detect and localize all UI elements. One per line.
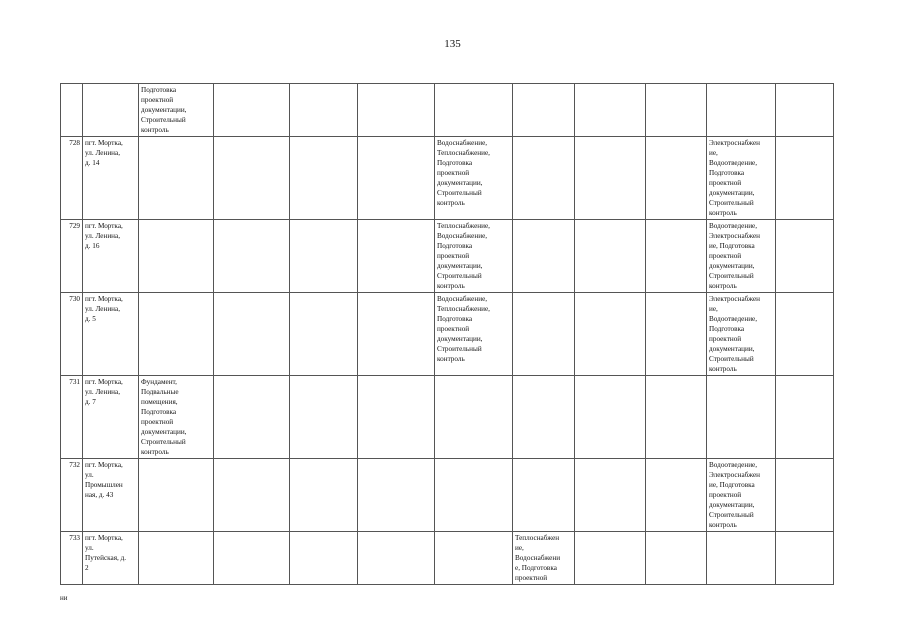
empty-cell bbox=[214, 84, 290, 137]
repair-works-table bbox=[60, 83, 834, 585]
empty-cell bbox=[214, 293, 290, 376]
empty-cell bbox=[776, 84, 834, 137]
empty-cell bbox=[776, 376, 834, 459]
table-row bbox=[61, 137, 834, 220]
address-cell: пгт. Мортка, ул. Ленина, д. 14 bbox=[83, 137, 139, 220]
page-number: 135 bbox=[444, 38, 461, 50]
row-number: 731 bbox=[61, 376, 83, 459]
work-cell: Водоотведение, Электроснабжен ие, Подготовка проектной документации, Строительный контроль bbox=[707, 220, 776, 293]
work-cell bbox=[139, 220, 214, 293]
empty-cell bbox=[358, 84, 435, 137]
work-cell bbox=[435, 376, 513, 459]
empty-cell bbox=[290, 137, 358, 220]
work-cell: Теплоснабжен ие, Водоснабжени е, Подготовка проектной bbox=[513, 532, 575, 585]
empty-cell bbox=[776, 293, 834, 376]
work-cell: Теплоснабжение, Водоснабжение, Подготовка проектной документации, Строительный контроль bbox=[435, 220, 513, 293]
address-cell: пгт. Мортка, ул. Путейская, д. 2 bbox=[83, 532, 139, 585]
row-number: 728 bbox=[61, 137, 83, 220]
empty-cell bbox=[646, 220, 707, 293]
empty-cell bbox=[358, 532, 435, 585]
row-number: 733 bbox=[61, 532, 83, 585]
work-cell bbox=[435, 84, 513, 137]
table-row bbox=[61, 84, 834, 137]
empty-cell bbox=[290, 532, 358, 585]
empty-cell bbox=[646, 137, 707, 220]
row-number bbox=[61, 84, 83, 137]
empty-cell bbox=[358, 459, 435, 532]
work-cell bbox=[139, 293, 214, 376]
empty-cell bbox=[358, 293, 435, 376]
work-cell bbox=[139, 459, 214, 532]
empty-cell bbox=[646, 376, 707, 459]
empty-cell bbox=[776, 220, 834, 293]
empty-cell bbox=[575, 293, 646, 376]
empty-cell bbox=[214, 376, 290, 459]
empty-cell bbox=[290, 293, 358, 376]
address-cell: пгт. Мортка, ул. Ленина, д. 7 bbox=[83, 376, 139, 459]
work-cell: Фундамент, Подвальные помещения, Подготовка проектной документации, Строительный контроль bbox=[139, 376, 214, 459]
empty-cell bbox=[214, 459, 290, 532]
address-cell bbox=[83, 84, 139, 137]
empty-cell bbox=[358, 220, 435, 293]
empty-cell bbox=[646, 459, 707, 532]
empty-cell bbox=[646, 84, 707, 137]
empty-cell bbox=[214, 532, 290, 585]
empty-cell bbox=[646, 293, 707, 376]
work-cell: Электроснабжен ие, Водоотведение, Подготовка проектной документации, Строительный контроль bbox=[707, 137, 776, 220]
empty-cell bbox=[575, 84, 646, 137]
table-row bbox=[61, 293, 834, 376]
empty-cell bbox=[776, 532, 834, 585]
empty-cell bbox=[575, 532, 646, 585]
empty-cell bbox=[646, 532, 707, 585]
work-cell bbox=[513, 376, 575, 459]
work-cell bbox=[139, 137, 214, 220]
table-row bbox=[61, 532, 834, 585]
work-cell bbox=[435, 532, 513, 585]
work-cell: Подготовка проектной документации, Строительный контроль bbox=[139, 84, 214, 137]
work-cell bbox=[513, 220, 575, 293]
empty-cell bbox=[575, 376, 646, 459]
footer-mark: ни bbox=[60, 594, 68, 602]
table-row bbox=[61, 220, 834, 293]
empty-cell bbox=[290, 376, 358, 459]
work-cell: Электроснабжен ие, Водоотведение, Подготовка проектной документации, Строительный контроль bbox=[707, 293, 776, 376]
work-cell: Водоснабжение, Теплоснабжение, Подготовка проектной документации, Строительный контроль bbox=[435, 137, 513, 220]
empty-cell bbox=[214, 137, 290, 220]
empty-cell bbox=[575, 220, 646, 293]
empty-cell bbox=[575, 137, 646, 220]
empty-cell bbox=[575, 459, 646, 532]
row-number: 729 bbox=[61, 220, 83, 293]
work-cell bbox=[435, 459, 513, 532]
empty-cell bbox=[290, 459, 358, 532]
work-cell: Водоотведение, Электроснабжен ие, Подготовка проектной документации, Строительный контроль bbox=[707, 459, 776, 532]
work-cell: Водоснабжение, Теплоснабжение, Подготовка проектной документации, Строительный контроль bbox=[435, 293, 513, 376]
empty-cell bbox=[358, 376, 435, 459]
empty-cell bbox=[776, 137, 834, 220]
work-cell bbox=[707, 376, 776, 459]
work-cell bbox=[513, 293, 575, 376]
table-row bbox=[61, 459, 834, 532]
empty-cell bbox=[290, 84, 358, 137]
work-cell bbox=[707, 532, 776, 585]
empty-cell bbox=[358, 137, 435, 220]
row-number: 732 bbox=[61, 459, 83, 532]
work-cell bbox=[707, 84, 776, 137]
row-number: 730 bbox=[61, 293, 83, 376]
work-cell bbox=[513, 459, 575, 532]
empty-cell bbox=[776, 459, 834, 532]
address-cell: пгт. Мортка, ул. Ленина, д. 16 bbox=[83, 220, 139, 293]
table-row bbox=[61, 376, 834, 459]
empty-cell bbox=[214, 220, 290, 293]
address-cell: пгт. Мортка, ул. Ленина, д. 5 bbox=[83, 293, 139, 376]
work-cell bbox=[513, 84, 575, 137]
empty-cell bbox=[290, 220, 358, 293]
work-cell bbox=[513, 137, 575, 220]
work-cell bbox=[139, 532, 214, 585]
address-cell: пгт. Мортка, ул. Промышлен ная, д. 43 bbox=[83, 459, 139, 532]
